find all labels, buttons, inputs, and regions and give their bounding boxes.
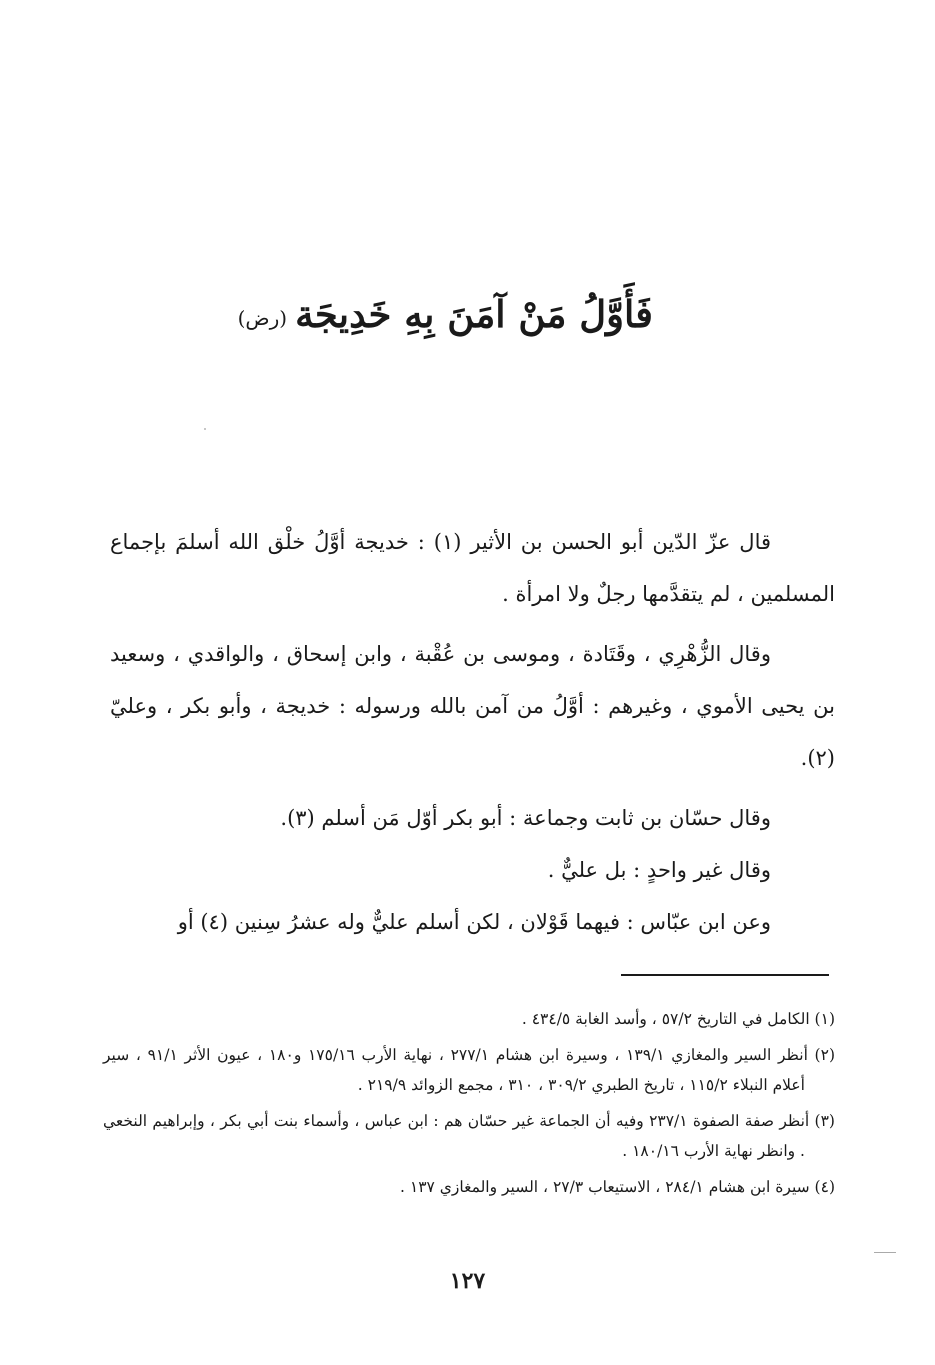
main-text [110, 516, 835, 948]
paragraph: وقال الزُّهْرِي ، وقَتَادة ، وموسى بن عُقْبة ، وابن إسحاق ، والواقدي ، وسعيد بن يحيى الأموي ، وغيرهم : أوَّلُ من آمن بالله ورسوله : خديجة ، وأبو بكر ، وعليّ (٢). [110, 642, 835, 770]
footnotes [103, 1004, 835, 1208]
footnote: (٤) سيرة ابن هشام ٢٨٤/١ ، الاستيعاب ٢٧/٣ ، السير والمغازي ١٣٧ . [400, 1178, 835, 1196]
paragraph: وعن ابن عبّاس : فيهما قَوْلان ، لكن أسلم عليٌّ وله عشرُ سِنين (٤) أو [177, 910, 771, 934]
footnote: (٢) أنظر السير والمغازي ١٣٩/١ ، وسيرة ابن هشام ٢٧٧/١ ، نهاية الأرب ١٧٥/١٦ و١٨٠ ، عيون الأثر ٩١/١ ، سير أعلام النبلاء ١١٥/٢ ، تاريخ الطبري ٣٠٩/٢ ، ٣١٠ ، مجمع الزوائد ٢١٩/٩ . [103, 1046, 835, 1094]
footnote: (١) الكامل في التاريخ ٥٧/٢ ، وأسد الغابة ٤٣٤/٥ . [521, 1010, 835, 1028]
chapter-title [238, 292, 653, 336]
margin-mark [874, 1252, 896, 1253]
footnote: (٣) أنظر صفة الصفوة ٢٣٧/١ وفيه أن الجماعة غير حسّان هم : ابن عباس ، وأسماء بنت أبي بكر ، وإبراهيم النخعي . وانظر نهاية الأرب ١٨٠/١٦ . [103, 1112, 835, 1160]
paragraph: وقال حسّان بن ثابت وجماعة : أبو بكر أوّل مَن أسلم (٣). [280, 806, 771, 830]
page-number: ١٢٧ [449, 1268, 486, 1294]
paragraph: وقال غير واحدٍ : بل عليٌّ . [547, 858, 771, 882]
scan-speck [204, 428, 206, 430]
footnote-separator [621, 974, 829, 976]
chapter-title-main: فَأَوَّلُ مَنْ آمَنَ بِهِ خَدِيجَة [295, 292, 653, 336]
chapter-title-honorific: (رض) [237, 305, 288, 330]
paragraph: قال عزّ الدّين أبو الحسن بن الأثير (١) : خديجة أوَّلُ خلْق الله أسلمَ بإجماع المسلمين ، لم يتقدَّمها رجلٌ ولا امرأة . [110, 530, 835, 606]
